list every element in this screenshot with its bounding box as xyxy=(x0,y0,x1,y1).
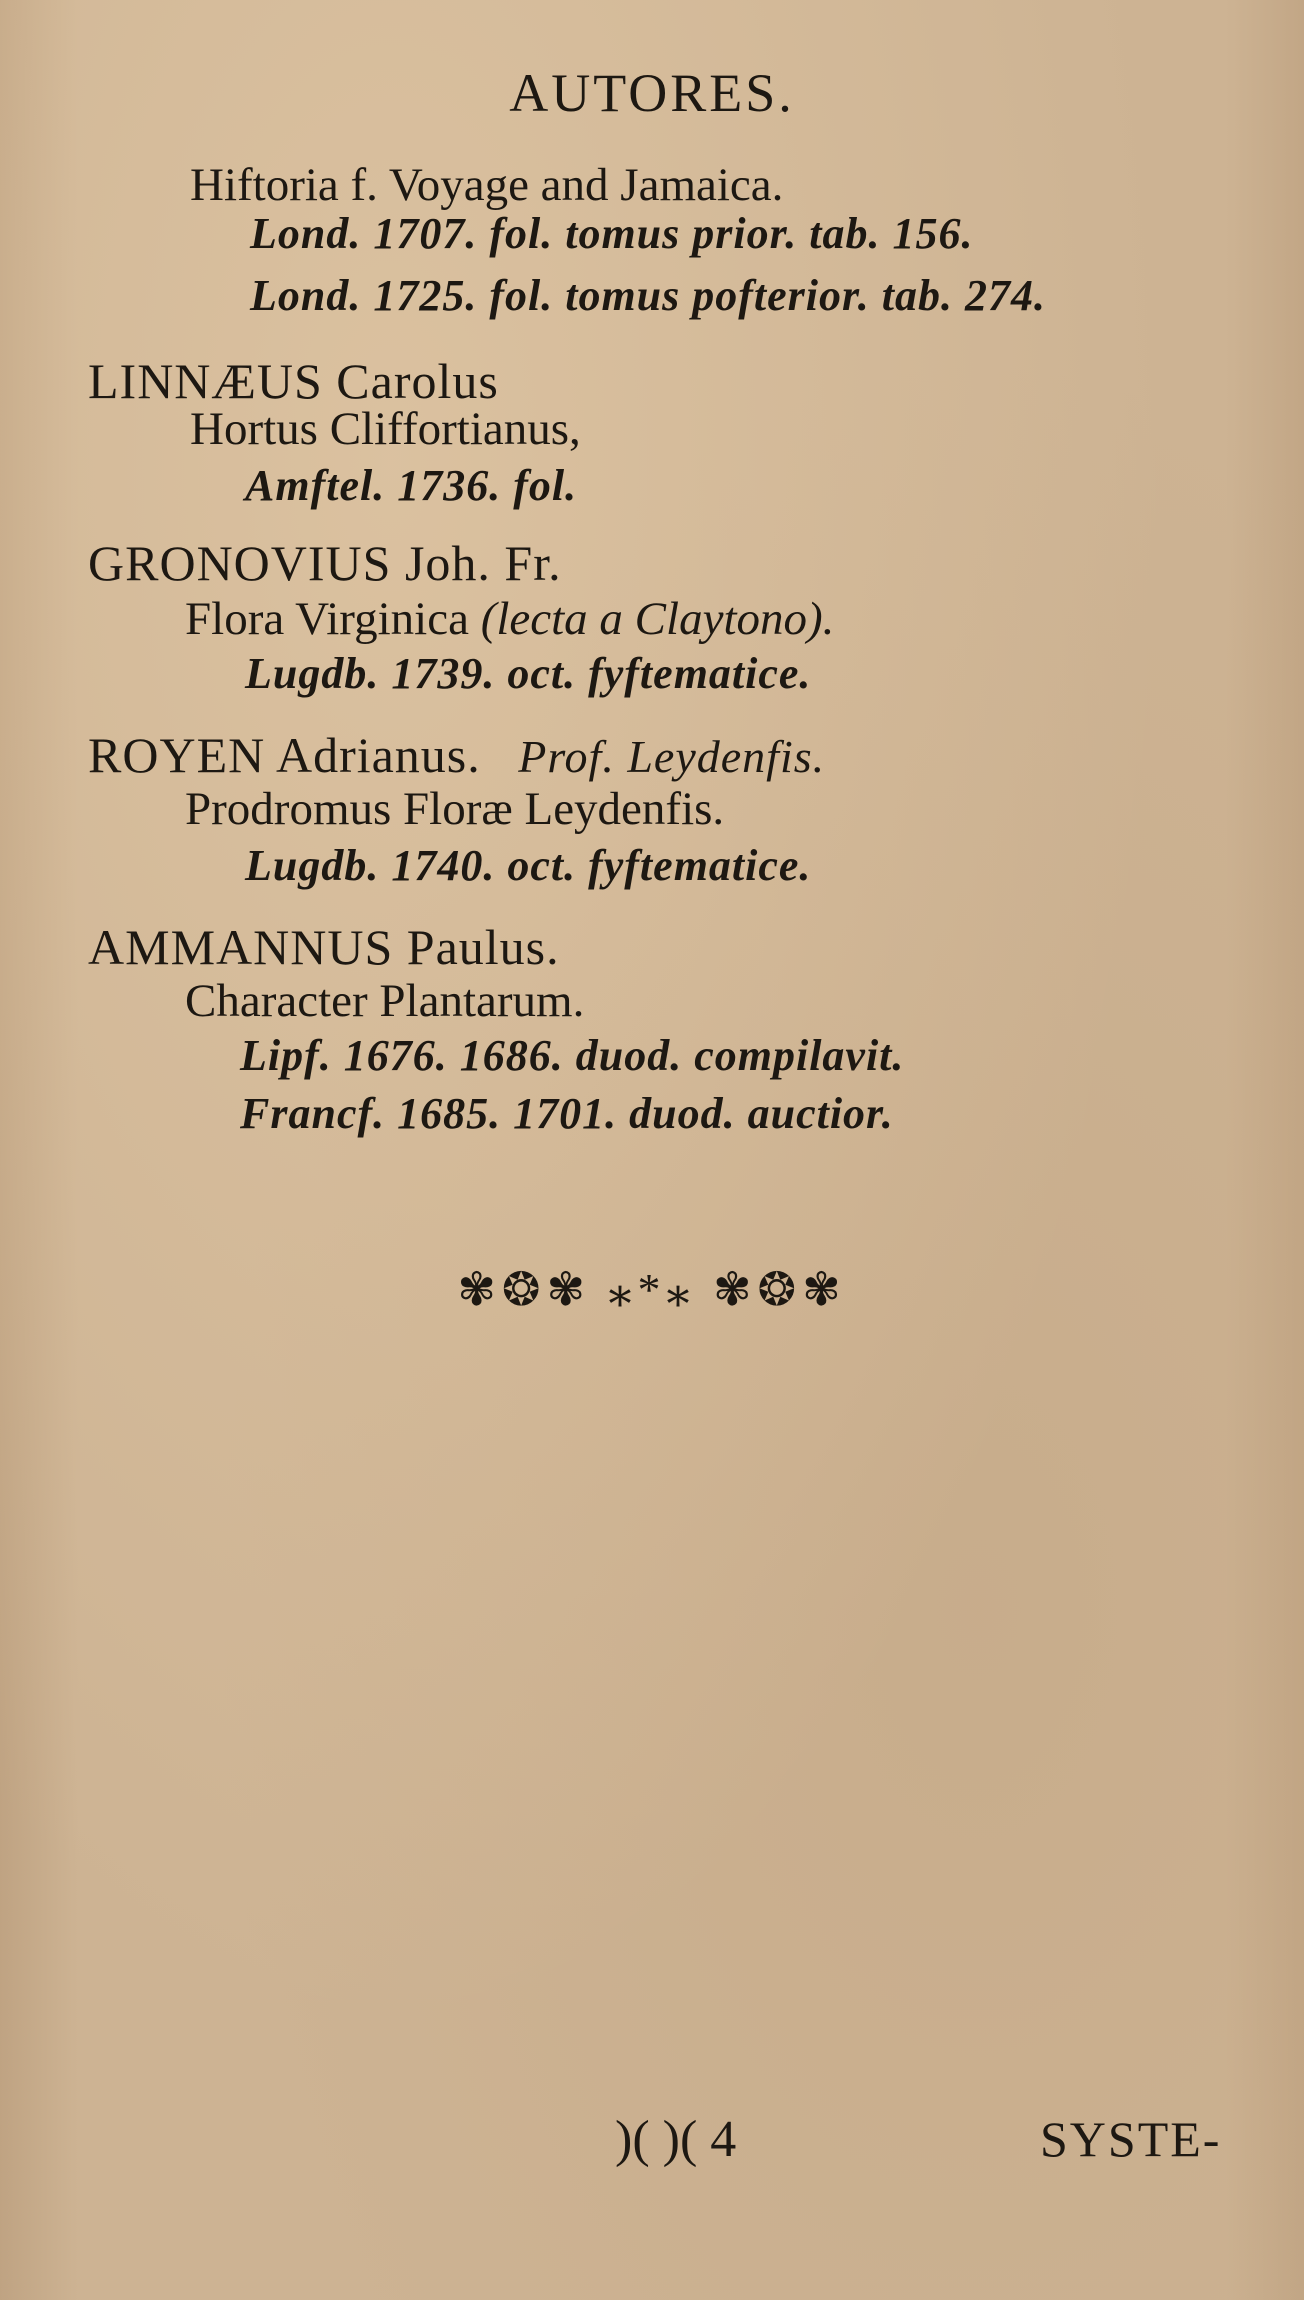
imprint-line: Lond. 1707. fol. tomus prior. tab. 156. xyxy=(250,209,974,258)
imprint-line: Lipf. 1676. 1686. duod. compilavit. xyxy=(240,1031,905,1080)
imprint-line: Amftel. 1736. fol. xyxy=(245,461,578,510)
printer-ornament: ✾❂✾ ⁎*⁎ ✾❂✾ xyxy=(457,1264,847,1315)
author-title: Prof. Leydenfis. xyxy=(518,731,826,782)
author-name: LINNÆUS Carolus xyxy=(88,353,499,409)
work-title: Prodromus Floræ Leydenfis. xyxy=(185,783,725,835)
work-title xyxy=(185,592,834,646)
work-title: Character Plantarum. xyxy=(185,975,585,1027)
author-name: GRONOVIUS Joh. Fr. xyxy=(88,535,562,591)
work-title-text: Flora Virginica xyxy=(185,593,469,645)
signature-mark: )( )( 4 xyxy=(615,2111,737,2168)
work-title: Hortus Cliffortianus, xyxy=(190,403,581,455)
imprint-line: Lond. 1725. fol. tomus pofterior. tab. 274. xyxy=(250,271,1046,320)
author-name: AMMANNUS Paulus. xyxy=(88,919,560,975)
work-title-note: (lecta a Claytono). xyxy=(480,593,835,645)
work-title: Hiftoria f. Voyage and Jamaica. xyxy=(190,159,784,211)
author-name xyxy=(88,726,825,784)
imprint-line: Francf. 1685. 1701. duod. auctior. xyxy=(240,1089,894,1138)
author-name-text: ROYEN Adrianus. xyxy=(88,727,481,783)
running-header: AUTORES. xyxy=(509,63,795,123)
catchword: SYSTE- xyxy=(1040,2111,1222,2167)
imprint-line: Lugdb. 1740. oct. fyftematice. xyxy=(245,841,812,890)
imprint-line: Lugdb. 1739. oct. fyftematice. xyxy=(245,649,812,698)
